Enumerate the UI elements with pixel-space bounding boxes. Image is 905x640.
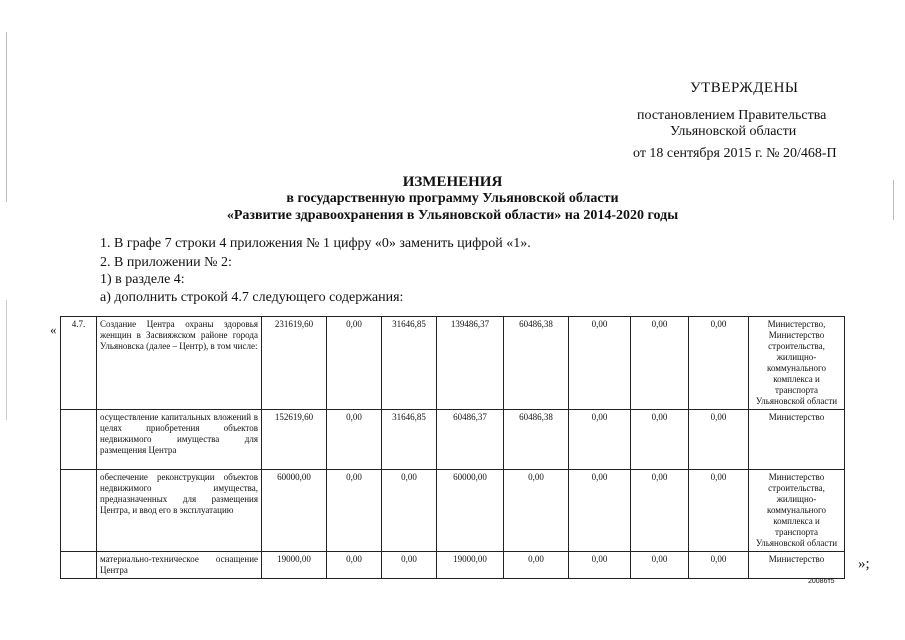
approved-heading: УТВЕРЖДЕНЫ	[690, 80, 799, 96]
changes-table	[60, 316, 845, 579]
document-title: ИЗМЕНЕНИЯ	[402, 174, 503, 190]
value-cell: 0,00	[504, 552, 569, 579]
value-cell: 0,00	[689, 470, 749, 552]
decree-line: Ульяновской области	[670, 124, 797, 139]
value-cell: 0,00	[327, 552, 382, 579]
value-cell: 60486,38	[504, 317, 569, 410]
value-cell: 0,00	[569, 410, 631, 470]
value-cell: 231619,60	[262, 317, 327, 410]
executor-cell: Министерство, Министерство строительства, жилищно-коммунального комплекса и транспорта Ульяновской области	[749, 317, 845, 410]
decree-date-number: от 18 сентября 2015 г. № 20/468-П	[633, 146, 837, 161]
paragraph: а) дополнить строкой 4.7 следующего содержания:	[100, 290, 404, 305]
value-cell: 0,00	[631, 552, 689, 579]
value-cell: 60486,38	[504, 410, 569, 470]
value-cell: 19000,00	[262, 552, 327, 579]
value-cell: 0,00	[504, 470, 569, 552]
value-cell: 0,00	[569, 552, 631, 579]
scan-edge-mark	[6, 300, 7, 420]
value-cell: 0,00	[689, 317, 749, 410]
value-cell: 60000,00	[437, 470, 504, 552]
opening-quote: «	[50, 322, 57, 337]
value-cell: 0,00	[569, 317, 631, 410]
table-row	[61, 410, 845, 470]
value-cell: 0,00	[631, 410, 689, 470]
value-cell: 152619,60	[262, 410, 327, 470]
value-cell: 0,00	[327, 470, 382, 552]
row-number	[61, 470, 97, 552]
value-cell: 0,00	[327, 410, 382, 470]
table-row	[61, 317, 845, 410]
decree-line: постановлением Правительства	[637, 108, 827, 123]
executor-cell: Министерство	[749, 410, 845, 470]
value-cell: 31646,85	[382, 410, 437, 470]
row-number	[61, 410, 97, 470]
value-cell: 0,00	[382, 552, 437, 579]
executor-cell: Министерство	[749, 552, 845, 579]
document-stamp: 20086т5	[808, 578, 835, 585]
value-cell: 0,00	[631, 470, 689, 552]
table-row	[61, 470, 845, 552]
closing-quote: »;	[858, 556, 870, 572]
paragraph: 1. В графе 7 строки 4 приложения № 1 цифру «0» заменить цифрой «1».	[100, 236, 531, 251]
value-cell: 0,00	[382, 470, 437, 552]
value-cell: 0,00	[689, 410, 749, 470]
value-cell: 139486,37	[437, 317, 504, 410]
row-number: 4.7.	[61, 317, 97, 410]
value-cell: 19000,00	[437, 552, 504, 579]
row-description: осуществление капитальных вложений в целях приобретения объектов недвижимого имущества для размещения Центра	[97, 410, 262, 470]
value-cell: 60000,00	[262, 470, 327, 552]
document-subtitle: в государственную программу Ульяновской области	[286, 191, 619, 206]
row-description: обеспечение реконструкции объектов недвижимого имущества, предназначенных для размещения Центра, и ввод его в эксплуатацию	[97, 470, 262, 552]
table-row	[61, 552, 845, 579]
value-cell: 31646,85	[382, 317, 437, 410]
value-cell: 0,00	[689, 552, 749, 579]
program-name: «Развитие здравоохранения в Ульяновской области» на 2014-2020 годы	[226, 208, 679, 223]
row-description: материально-техническое оснащение Центра	[97, 552, 262, 579]
paragraph: 1) в разделе 4:	[100, 272, 185, 287]
value-cell: 60486,37	[437, 410, 504, 470]
value-cell: 0,00	[631, 317, 689, 410]
row-description: Создание Центра охраны здоровья женщин в Засвияжском районе города Ульяновска (далее – Центр), в том числе:	[97, 317, 262, 410]
executor-cell: Министерство строительства, жилищно-коммунального комплекса и транспорта Ульяновской области	[749, 470, 845, 552]
value-cell: 0,00	[569, 470, 631, 552]
value-cell: 0,00	[327, 317, 382, 410]
paragraph: 2. В приложении № 2:	[100, 255, 232, 270]
row-number	[61, 552, 97, 579]
